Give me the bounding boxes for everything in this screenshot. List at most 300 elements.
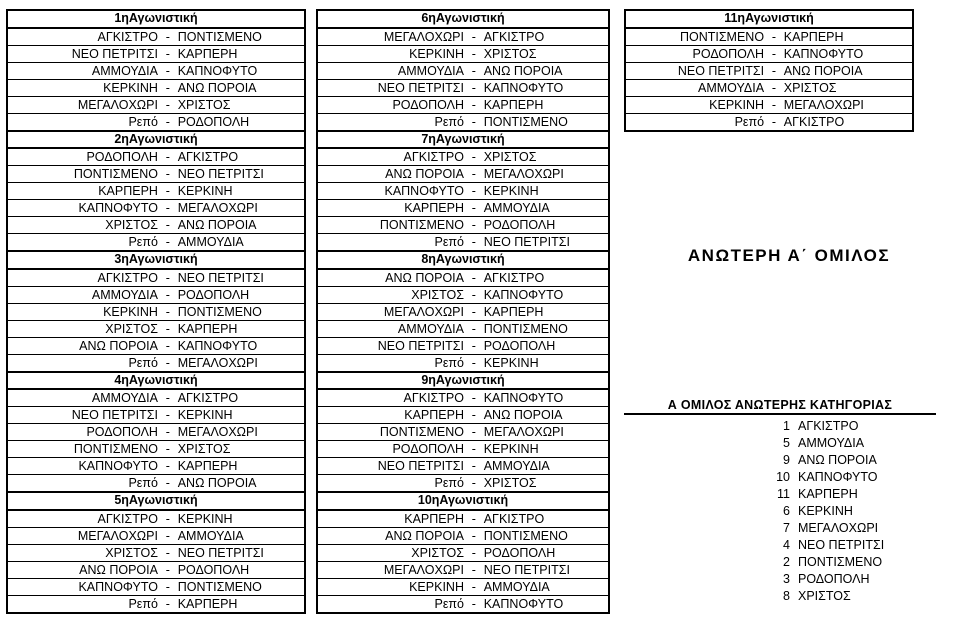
match-separator: - — [165, 476, 170, 490]
home-team: ΑΜΜΟΥΔΙΑ — [397, 321, 464, 336]
match-separator: - — [165, 97, 170, 112]
league-title: ΑΝΩΤΕΡΗ Α΄ ΟΜΙΛΟΣ — [687, 246, 891, 265]
match-row — [318, 97, 608, 114]
match-row — [8, 200, 304, 217]
away-team: ΡΟΔΟΠΟΛΗ — [177, 287, 250, 302]
match-row — [318, 200, 608, 217]
match-row — [318, 46, 608, 63]
home-team: ΑΓΚΙΣΤΡΟ — [403, 391, 464, 405]
away-team: ΚΑΡΠΕΡΗ — [177, 459, 238, 473]
match-separator: - — [165, 511, 170, 526]
match-separator: - — [165, 287, 170, 302]
away-team: ΑΜΜΟΥΔΙΑ — [483, 201, 550, 215]
away-team: ΑΝΩ ΠΟΡΟΙΑ — [177, 218, 257, 232]
match-separator: - — [165, 218, 170, 232]
column-round-11 — [624, 9, 914, 132]
home-team: Ρεπό — [434, 355, 464, 370]
team-name: ΠΟΝΤΙΣΜΕΝΟ — [798, 555, 883, 569]
home-team: Ρεπό — [128, 355, 158, 370]
match-row — [626, 114, 912, 130]
match-separator: - — [471, 511, 476, 526]
team-number: 2 — [783, 555, 790, 569]
round-table — [6, 373, 306, 494]
away-team: ΝΕΟ ΠΕΤΡΙΤΣΙ — [177, 545, 264, 560]
away-team: ΑΓΚΙΣΤΡΟ — [177, 150, 239, 164]
round-table — [624, 9, 914, 132]
match-separator: - — [471, 201, 476, 215]
team-row — [624, 537, 936, 554]
team-row — [624, 452, 936, 469]
match-separator: - — [471, 218, 476, 232]
round-title: 7ηΑγωνιστική — [318, 132, 608, 150]
away-team: ΚΑΠΝΟΦΥΤΟ — [177, 63, 258, 78]
match-separator: - — [771, 114, 776, 129]
home-team: ΚΑΡΠΕΡΗ — [404, 511, 464, 526]
round-table — [316, 9, 610, 132]
match-separator: - — [165, 29, 170, 44]
team-row — [624, 503, 936, 520]
match-row — [318, 217, 608, 234]
match-separator: - — [471, 528, 476, 543]
round-table — [6, 132, 306, 253]
away-team: ΚΕΡΚΙΝΗ — [177, 511, 233, 526]
match-separator: - — [471, 545, 476, 560]
match-separator: - — [165, 150, 170, 164]
away-team: ΑΜΜΟΥΔΙΑ — [483, 579, 550, 594]
match-separator: - — [165, 442, 170, 456]
home-team: ΑΝΩ ΠΟΡΟΙΑ — [385, 167, 464, 181]
home-team: ΜΕΓΑΛΟΧΩΡΙ — [77, 97, 158, 112]
match-separator: - — [165, 528, 170, 543]
match-separator: - — [771, 29, 776, 44]
match-row — [8, 80, 304, 97]
away-team: ΠΟΝΤΙΣΜΕΝΟ — [483, 528, 568, 543]
home-team: Ρεπό — [434, 476, 464, 490]
home-team: ΚΕΡΚΙΝΗ — [709, 97, 765, 112]
round-title: 6ηΑγωνιστική — [318, 11, 608, 29]
away-team: ΜΕΓΑΛΟΧΩΡΙ — [483, 425, 564, 439]
away-team: ΝΕΟ ΠΕΤΡΙΤΣΙ — [177, 167, 264, 181]
home-team: ΠΟΝΤΙΣΜΕΝΟ — [679, 29, 765, 44]
away-team: ΠΟΝΤΙΣΜΕΝΟ — [177, 29, 262, 44]
match-row — [8, 304, 304, 321]
team-number: 3 — [783, 572, 790, 586]
match-separator: - — [165, 545, 170, 560]
home-team: ΠΟΝΤΙΣΜΕΝΟ — [379, 218, 464, 232]
match-separator: - — [471, 579, 476, 594]
away-team: ΡΟΔΟΠΟΛΗ — [483, 338, 556, 353]
away-team: ΚΑΠΝΟΦΥΤΟ — [483, 596, 564, 611]
round-table — [6, 252, 306, 373]
match-separator: - — [471, 63, 476, 78]
match-row — [626, 63, 912, 80]
match-row — [318, 458, 608, 475]
match-separator: - — [471, 97, 476, 112]
match-separator: - — [165, 579, 170, 594]
team-number: 7 — [783, 521, 790, 535]
away-team: ΧΡΙΣΤΟΣ — [483, 46, 537, 61]
home-team: ΚΑΡΠΕΡΗ — [98, 184, 158, 198]
round-title: 2ηΑγωνιστική — [8, 132, 304, 150]
match-separator: - — [471, 184, 476, 198]
home-team: ΡΟΔΟΠΟΛΗ — [86, 150, 158, 164]
away-team: ΚΑΡΠΕΡΗ — [783, 29, 844, 44]
match-row — [318, 511, 608, 528]
away-team: ΧΡΙΣΤΟΣ — [483, 476, 537, 490]
home-team: ΑΓΚΙΣΤΡΟ — [97, 270, 158, 285]
match-row — [8, 338, 304, 355]
away-team: ΜΕΓΑΛΟΧΩΡΙ — [783, 97, 864, 112]
team-name: ΚΕΡΚΙΝΗ — [798, 504, 853, 518]
home-team: ΠΟΝΤΙΣΜΕΝΟ — [73, 167, 158, 181]
match-separator: - — [471, 442, 476, 456]
round-title: 8ηΑγωνιστική — [318, 252, 608, 270]
match-row — [318, 63, 608, 80]
match-row — [8, 424, 304, 441]
match-row — [8, 287, 304, 304]
home-team: ΜΕΓΑΛΟΧΩΡΙ — [383, 29, 464, 44]
team-row — [624, 469, 936, 486]
away-team: ΚΑΡΠΕΡΗ — [177, 596, 238, 611]
match-row — [318, 29, 608, 46]
match-separator: - — [165, 355, 170, 370]
away-team: ΑΜΜΟΥΔΙΑ — [177, 235, 244, 249]
home-team: ΑΝΩ ΠΟΡΟΙΑ — [79, 562, 158, 577]
match-row — [626, 80, 912, 97]
team-name: ΧΡΙΣΤΟΣ — [798, 589, 851, 603]
team-number: 5 — [783, 436, 790, 450]
team-number: 11 — [777, 487, 790, 501]
away-team: ΑΜΜΟΥΔΙΑ — [483, 459, 550, 473]
match-row — [8, 149, 304, 166]
match-row — [8, 596, 304, 612]
away-team: ΝΕΟ ΠΕΤΡΙΤΣΙ — [483, 562, 570, 577]
home-team: ΠΟΝΤΙΣΜΕΝΟ — [73, 442, 158, 456]
match-separator: - — [471, 338, 476, 353]
match-row — [8, 29, 304, 46]
match-row — [8, 114, 304, 130]
match-separator: - — [771, 46, 776, 61]
team-row — [624, 554, 936, 571]
match-row — [8, 441, 304, 458]
home-team: ΑΜΜΟΥΔΙΑ — [91, 63, 158, 78]
home-team: Ρεπό — [128, 235, 158, 249]
away-team: ΧΡΙΣΤΟΣ — [177, 97, 231, 112]
team-number: 6 — [783, 504, 790, 518]
away-team: ΠΟΝΤΙΣΜΕΝΟ — [177, 304, 262, 319]
away-team: ΡΟΔΟΠΟΛΗ — [483, 218, 556, 232]
match-separator: - — [771, 80, 776, 95]
team-row — [624, 486, 936, 503]
away-team: ΑΝΩ ΠΟΡΟΙΑ — [483, 408, 563, 422]
team-row — [624, 435, 936, 452]
column-rounds-6-10 — [316, 9, 610, 614]
match-row — [318, 545, 608, 562]
column-rounds-1-5 — [6, 9, 306, 614]
team-name: ΚΑΠΝΟΦΥΤΟ — [798, 470, 878, 484]
match-separator: - — [165, 459, 170, 473]
home-team: ΡΟΔΟΠΟΛΗ — [86, 425, 158, 439]
home-team: ΑΝΩ ΠΟΡΟΙΑ — [385, 270, 464, 285]
team-name: ΡΟΔΟΠΟΛΗ — [798, 572, 870, 586]
match-row — [318, 270, 608, 287]
match-row — [318, 390, 608, 407]
match-row — [318, 424, 608, 441]
match-row — [8, 407, 304, 424]
match-separator: - — [471, 80, 476, 95]
away-team: ΑΝΩ ΠΟΡΟΙΑ — [177, 476, 257, 490]
away-team: ΑΝΩ ΠΟΡΟΙΑ — [483, 63, 563, 78]
team-name: ΑΓΚΙΣΤΡΟ — [798, 419, 859, 433]
away-team: ΜΕΓΑΛΟΧΩΡΙ — [177, 201, 258, 215]
away-team: ΠΟΝΤΙΣΜΕΝΟ — [177, 579, 262, 594]
away-team: ΧΡΙΣΤΟΣ — [177, 442, 231, 456]
match-row — [8, 562, 304, 579]
round-title: 11ηΑγωνιστική — [626, 11, 912, 29]
away-team: ΑΝΩ ΠΟΡΟΙΑ — [783, 63, 863, 78]
home-team: ΚΑΠΝΟΦΥΤΟ — [78, 579, 158, 594]
home-team: ΜΕΓΑΛΟΧΩΡΙ — [383, 304, 464, 319]
match-separator: - — [471, 304, 476, 319]
match-separator: - — [471, 459, 476, 473]
match-row — [8, 355, 304, 371]
match-row — [8, 321, 304, 338]
home-team: ΝΕΟ ΠΕΤΡΙΤΣΙ — [377, 338, 464, 353]
home-team: Ρεπό — [128, 596, 158, 611]
match-separator: - — [771, 97, 776, 112]
home-team: ΧΡΙΣΤΟΣ — [105, 545, 158, 560]
away-team: ΚΑΡΠΕΡΗ — [483, 304, 544, 319]
match-row — [318, 304, 608, 321]
match-row — [8, 234, 304, 250]
home-team: Ρεπό — [434, 114, 464, 129]
home-team: ΑΝΩ ΠΟΡΟΙΑ — [79, 338, 158, 353]
match-separator: - — [471, 235, 476, 249]
match-separator: - — [165, 304, 170, 319]
away-team: ΑΓΚΙΣΤΡΟ — [783, 114, 845, 129]
match-separator: - — [165, 80, 170, 95]
away-team: ΡΟΔΟΠΟΛΗ — [177, 562, 250, 577]
match-row — [626, 97, 912, 114]
match-separator: - — [165, 321, 170, 336]
home-team: ΑΓΚΙΣΤΡΟ — [97, 29, 158, 44]
round-title: 5ηΑγωνιστική — [8, 493, 304, 511]
home-team: ΚΑΠΝΟΦΥΤΟ — [384, 184, 464, 198]
match-separator: - — [471, 270, 476, 285]
match-row — [318, 596, 608, 612]
away-team: ΚΕΡΚΙΝΗ — [177, 408, 233, 422]
home-team: Ρεπό — [434, 235, 464, 249]
away-team: ΝΕΟ ΠΕΤΡΙΤΣΙ — [177, 270, 264, 285]
team-row — [624, 588, 936, 605]
home-team: ΝΕΟ ΠΕΤΡΙΤΣΙ — [71, 408, 158, 422]
round-title: 1ηΑγωνιστική — [8, 11, 304, 29]
round-table — [316, 493, 610, 614]
home-team: ΚΕΡΚΙΝΗ — [409, 579, 464, 594]
group-title: Α ΟΜΙΛΟΣ ΑΝΩΤΕΡΗΣ ΚΑΤΗΓΟΡΙΑΣ — [624, 398, 936, 415]
match-row — [318, 407, 608, 424]
match-row — [626, 29, 912, 46]
team-list — [624, 418, 936, 605]
away-team: ΡΟΔΟΠΟΛΗ — [483, 545, 556, 560]
away-team: ΑΓΚΙΣΤΡΟ — [483, 270, 545, 285]
match-separator: - — [471, 150, 476, 164]
away-team: ΚΕΡΚΙΝΗ — [483, 184, 539, 198]
away-team: ΚΕΡΚΙΝΗ — [483, 442, 539, 456]
match-row — [318, 562, 608, 579]
match-separator: - — [165, 167, 170, 181]
match-separator: - — [165, 201, 170, 215]
away-team: ΚΕΡΚΙΝΗ — [177, 184, 233, 198]
match-row — [8, 217, 304, 234]
match-separator: - — [165, 270, 170, 285]
match-row — [318, 441, 608, 458]
match-separator: - — [165, 46, 170, 61]
away-team: ΚΑΡΠΕΡΗ — [177, 46, 238, 61]
round-title: 10ηΑγωνιστική — [318, 493, 608, 511]
away-team: ΜΕΓΑΛΟΧΩΡΙ — [483, 167, 564, 181]
team-number: 8 — [783, 589, 790, 603]
home-team: ΝΕΟ ΠΕΤΡΙΤΣΙ — [71, 46, 158, 61]
away-team: ΚΑΡΠΕΡΗ — [483, 97, 544, 112]
home-team: ΑΜΜΟΥΔΙΑ — [397, 63, 464, 78]
home-team: Ρεπό — [128, 114, 158, 129]
match-separator: - — [165, 596, 170, 611]
match-separator: - — [165, 425, 170, 439]
match-separator: - — [165, 338, 170, 353]
match-row — [318, 321, 608, 338]
away-team: ΑΝΩ ΠΟΡΟΙΑ — [177, 80, 257, 95]
home-team: ΚΑΡΠΕΡΗ — [404, 408, 464, 422]
match-separator: - — [165, 562, 170, 577]
away-team: ΜΕΓΑΛΟΧΩΡΙ — [177, 355, 258, 370]
match-row — [318, 338, 608, 355]
round-title: 9ηΑγωνιστική — [318, 373, 608, 391]
match-separator: - — [471, 46, 476, 61]
home-team: Ρεπό — [734, 114, 765, 129]
match-separator: - — [471, 114, 476, 129]
match-separator: - — [471, 562, 476, 577]
home-team: ΑΜΜΟΥΔΙΑ — [91, 287, 158, 302]
match-separator: - — [471, 355, 476, 370]
home-team: ΚΕΡΚΙΝΗ — [409, 46, 464, 61]
team-row — [624, 520, 936, 537]
home-team: ΝΕΟ ΠΕΤΡΙΤΣΙ — [677, 63, 765, 78]
home-team: ΚΑΠΝΟΦΥΤΟ — [78, 459, 158, 473]
match-row — [8, 528, 304, 545]
team-name: ΑΝΩ ΠΟΡΟΙΑ — [798, 453, 877, 467]
away-team: ΧΡΙΣΤΟΣ — [783, 80, 837, 95]
team-row — [624, 571, 936, 588]
match-row — [8, 458, 304, 475]
match-separator: - — [471, 596, 476, 611]
home-team: ΚΑΠΝΟΦΥΤΟ — [78, 201, 158, 215]
away-team: ΑΓΚΙΣΤΡΟ — [483, 511, 545, 526]
home-team: ΑΓΚΙΣΤΡΟ — [403, 150, 464, 164]
match-separator: - — [471, 287, 476, 302]
match-row — [8, 270, 304, 287]
round-table — [316, 373, 610, 494]
away-team: ΑΜΜΟΥΔΙΑ — [177, 528, 244, 543]
away-team: ΝΕΟ ΠΕΤΡΙΤΣΙ — [483, 235, 570, 249]
match-separator: - — [165, 408, 170, 422]
home-team: ΧΡΙΣΤΟΣ — [411, 545, 464, 560]
match-row — [8, 579, 304, 596]
match-row — [8, 166, 304, 183]
match-row — [8, 511, 304, 528]
home-team: ΚΕΡΚΙΝΗ — [103, 304, 158, 319]
round-table — [316, 252, 610, 373]
home-team: ΝΕΟ ΠΕΤΡΙΤΣΙ — [377, 459, 464, 473]
match-separator: - — [771, 63, 776, 78]
team-number: 4 — [783, 538, 790, 552]
match-row — [318, 287, 608, 304]
team-name: ΑΜΜΟΥΔΙΑ — [798, 436, 865, 450]
match-row — [318, 80, 608, 97]
home-team: ΡΟΔΟΠΟΛΗ — [692, 46, 765, 61]
match-separator: - — [165, 235, 170, 249]
match-separator: - — [471, 321, 476, 336]
team-number: 10 — [776, 470, 790, 484]
away-team: ΚΕΡΚΙΝΗ — [483, 355, 539, 370]
match-row — [318, 355, 608, 371]
away-team: ΜΕΓΑΛΟΧΩΡΙ — [177, 425, 258, 439]
match-row — [318, 149, 608, 166]
home-team: ΠΟΝΤΙΣΜΕΝΟ — [379, 425, 464, 439]
match-separator: - — [165, 391, 170, 405]
match-row — [318, 183, 608, 200]
team-number: 1 — [783, 419, 790, 433]
away-team: ΠΟΝΤΙΣΜΕΝΟ — [483, 114, 568, 129]
team-number: 9 — [783, 453, 790, 467]
match-row — [318, 114, 608, 130]
away-team: ΑΓΚΙΣΤΡΟ — [483, 29, 545, 44]
home-team: ΜΕΓΑΛΟΧΩΡΙ — [383, 562, 464, 577]
home-team: ΧΡΙΣΤΟΣ — [105, 218, 158, 232]
home-team: ΡΟΔΟΠΟΛΗ — [392, 442, 464, 456]
match-separator: - — [165, 114, 170, 129]
home-team: ΑΜΜΟΥΔΙΑ — [698, 80, 765, 95]
round-table — [6, 9, 306, 132]
home-team: ΧΡΙΣΤΟΣ — [105, 321, 158, 336]
match-row — [318, 528, 608, 545]
team-name: ΜΕΓΑΛΟΧΩΡΙ — [798, 521, 879, 535]
home-team: ΝΕΟ ΠΕΤΡΙΤΣΙ — [377, 80, 464, 95]
home-team: ΡΟΔΟΠΟΛΗ — [392, 97, 464, 112]
home-team: ΑΜΜΟΥΔΙΑ — [91, 391, 158, 405]
away-team: ΡΟΔΟΠΟΛΗ — [177, 114, 250, 129]
match-row — [626, 46, 912, 63]
match-separator: - — [471, 408, 476, 422]
away-team: ΚΑΠΝΟΦΥΤΟ — [483, 80, 564, 95]
home-team: ΚΑΡΠΕΡΗ — [404, 201, 464, 215]
away-team: ΚΑΠΝΟΦΥΤΟ — [483, 287, 564, 302]
home-team: ΑΓΚΙΣΤΡΟ — [97, 511, 158, 526]
team-row — [624, 418, 936, 435]
match-row — [318, 166, 608, 183]
team-name: ΝΕΟ ΠΕΤΡΙΤΣΙ — [798, 538, 885, 552]
match-row — [8, 183, 304, 200]
match-row — [8, 97, 304, 114]
match-row — [8, 63, 304, 80]
match-separator: - — [471, 425, 476, 439]
group-team-list — [624, 398, 936, 605]
home-team: ΧΡΙΣΤΟΣ — [411, 287, 464, 302]
home-team: Ρεπό — [128, 476, 158, 490]
team-name: ΚΑΡΠΕΡΗ — [798, 487, 858, 501]
match-row — [8, 46, 304, 63]
match-separator: - — [471, 167, 476, 181]
